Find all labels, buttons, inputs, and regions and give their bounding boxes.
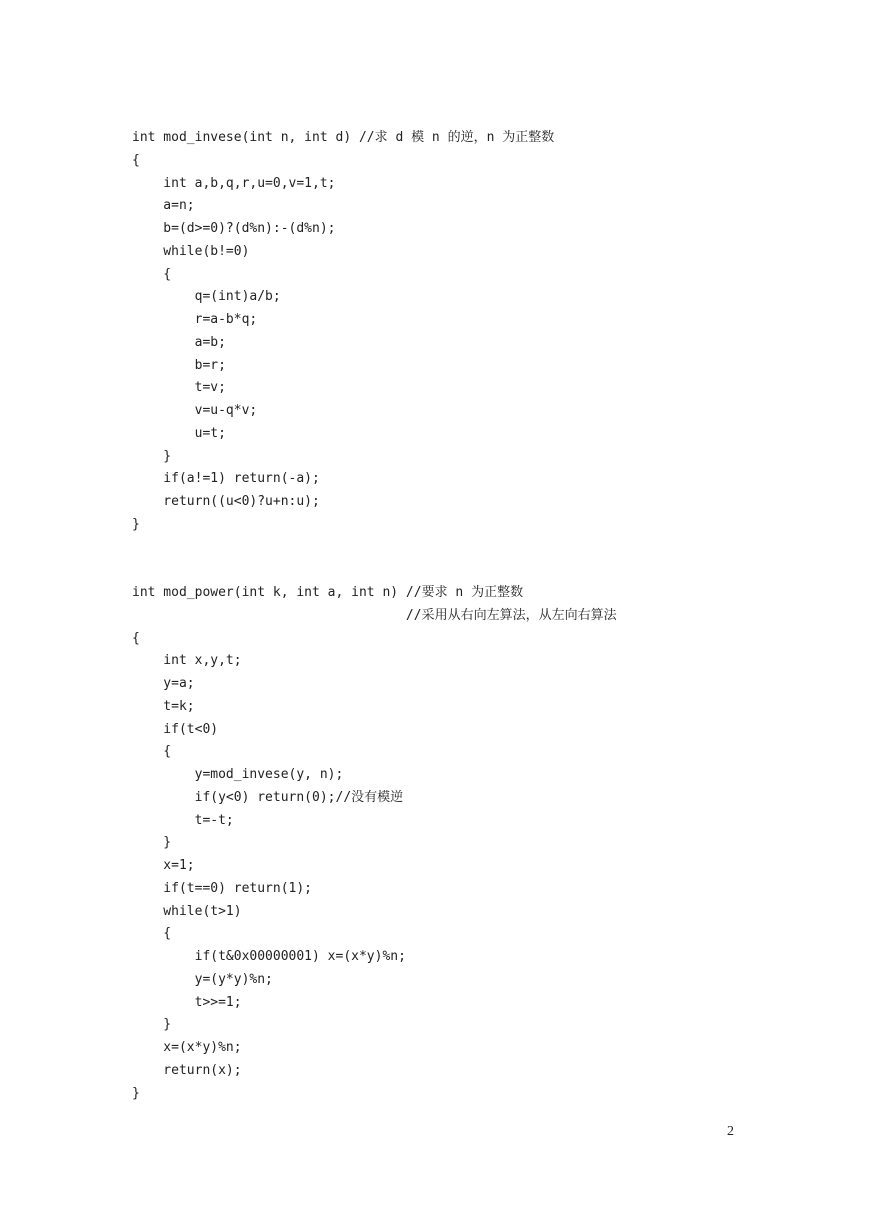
code-line: //采用从右向左算法，从左向右算法 xyxy=(132,607,617,623)
code-line: int x,y,t; xyxy=(132,653,242,669)
code-line: return(x); xyxy=(132,1062,242,1078)
code-line: { xyxy=(132,630,140,646)
code-line: int mod_power(int k, int a, int n) //要求 n 为正整数 xyxy=(132,585,524,600)
code-block-mod-invese xyxy=(132,127,554,537)
code-line: t=k; xyxy=(132,698,195,714)
code-line: } xyxy=(132,835,172,851)
code-block-mod-power xyxy=(132,582,617,1105)
code-line: } xyxy=(132,1085,140,1101)
code-line: } xyxy=(132,516,140,532)
code-line: if(a!=1) return(-a); xyxy=(132,471,320,487)
code-line: if(t==0) return(1); xyxy=(132,880,313,896)
code-line: t=-t; xyxy=(132,812,234,828)
code-line: t>>=1; xyxy=(132,994,242,1010)
code-line: x=(x*y)%n; xyxy=(132,1040,242,1055)
code-line: r=a-b*q; xyxy=(132,312,258,327)
code-line: q=(int)a/b; xyxy=(132,289,281,305)
code-line: u=t; xyxy=(132,425,226,441)
code-line: if(t<0) xyxy=(132,721,219,737)
code-line: if(t&0x00000001) x=(x*y)%n; xyxy=(132,949,406,964)
code-line: v=u-q*v; xyxy=(132,403,258,418)
code-line: } xyxy=(132,448,172,464)
code-line: y=a; xyxy=(132,676,195,691)
code-line: a=b; xyxy=(132,334,226,350)
page-number: 2 xyxy=(727,1124,734,1139)
code-line: x=1; xyxy=(132,858,195,873)
code-line: int mod_invese(int n, int d) //求 d 模 n 的逆，n 为正整数 xyxy=(132,130,555,145)
code-line: } xyxy=(132,1017,172,1033)
code-line: a=n; xyxy=(132,198,195,214)
code-line: b=(d>=0)?(d%n):-(d%n); xyxy=(132,221,336,236)
code-line: b=r; xyxy=(132,357,226,373)
code-line: { xyxy=(132,152,140,168)
code-line: return((u<0)?u+n:u); xyxy=(132,494,320,509)
code-line: { xyxy=(132,744,172,760)
code-line: if(y<0) return(0);//没有模逆 xyxy=(132,789,404,805)
code-line: while(t>1) xyxy=(132,903,242,919)
code-line: y=mod_invese(y, n); xyxy=(132,767,344,782)
code-line: { xyxy=(132,266,172,282)
code-line: t=v; xyxy=(132,380,226,396)
code-line: while(b!=0) xyxy=(132,243,250,259)
code-line: int a,b,q,r,u=0,v=1,t; xyxy=(132,175,336,191)
code-line: { xyxy=(132,926,172,942)
code-line: y=(y*y)%n; xyxy=(132,971,273,987)
